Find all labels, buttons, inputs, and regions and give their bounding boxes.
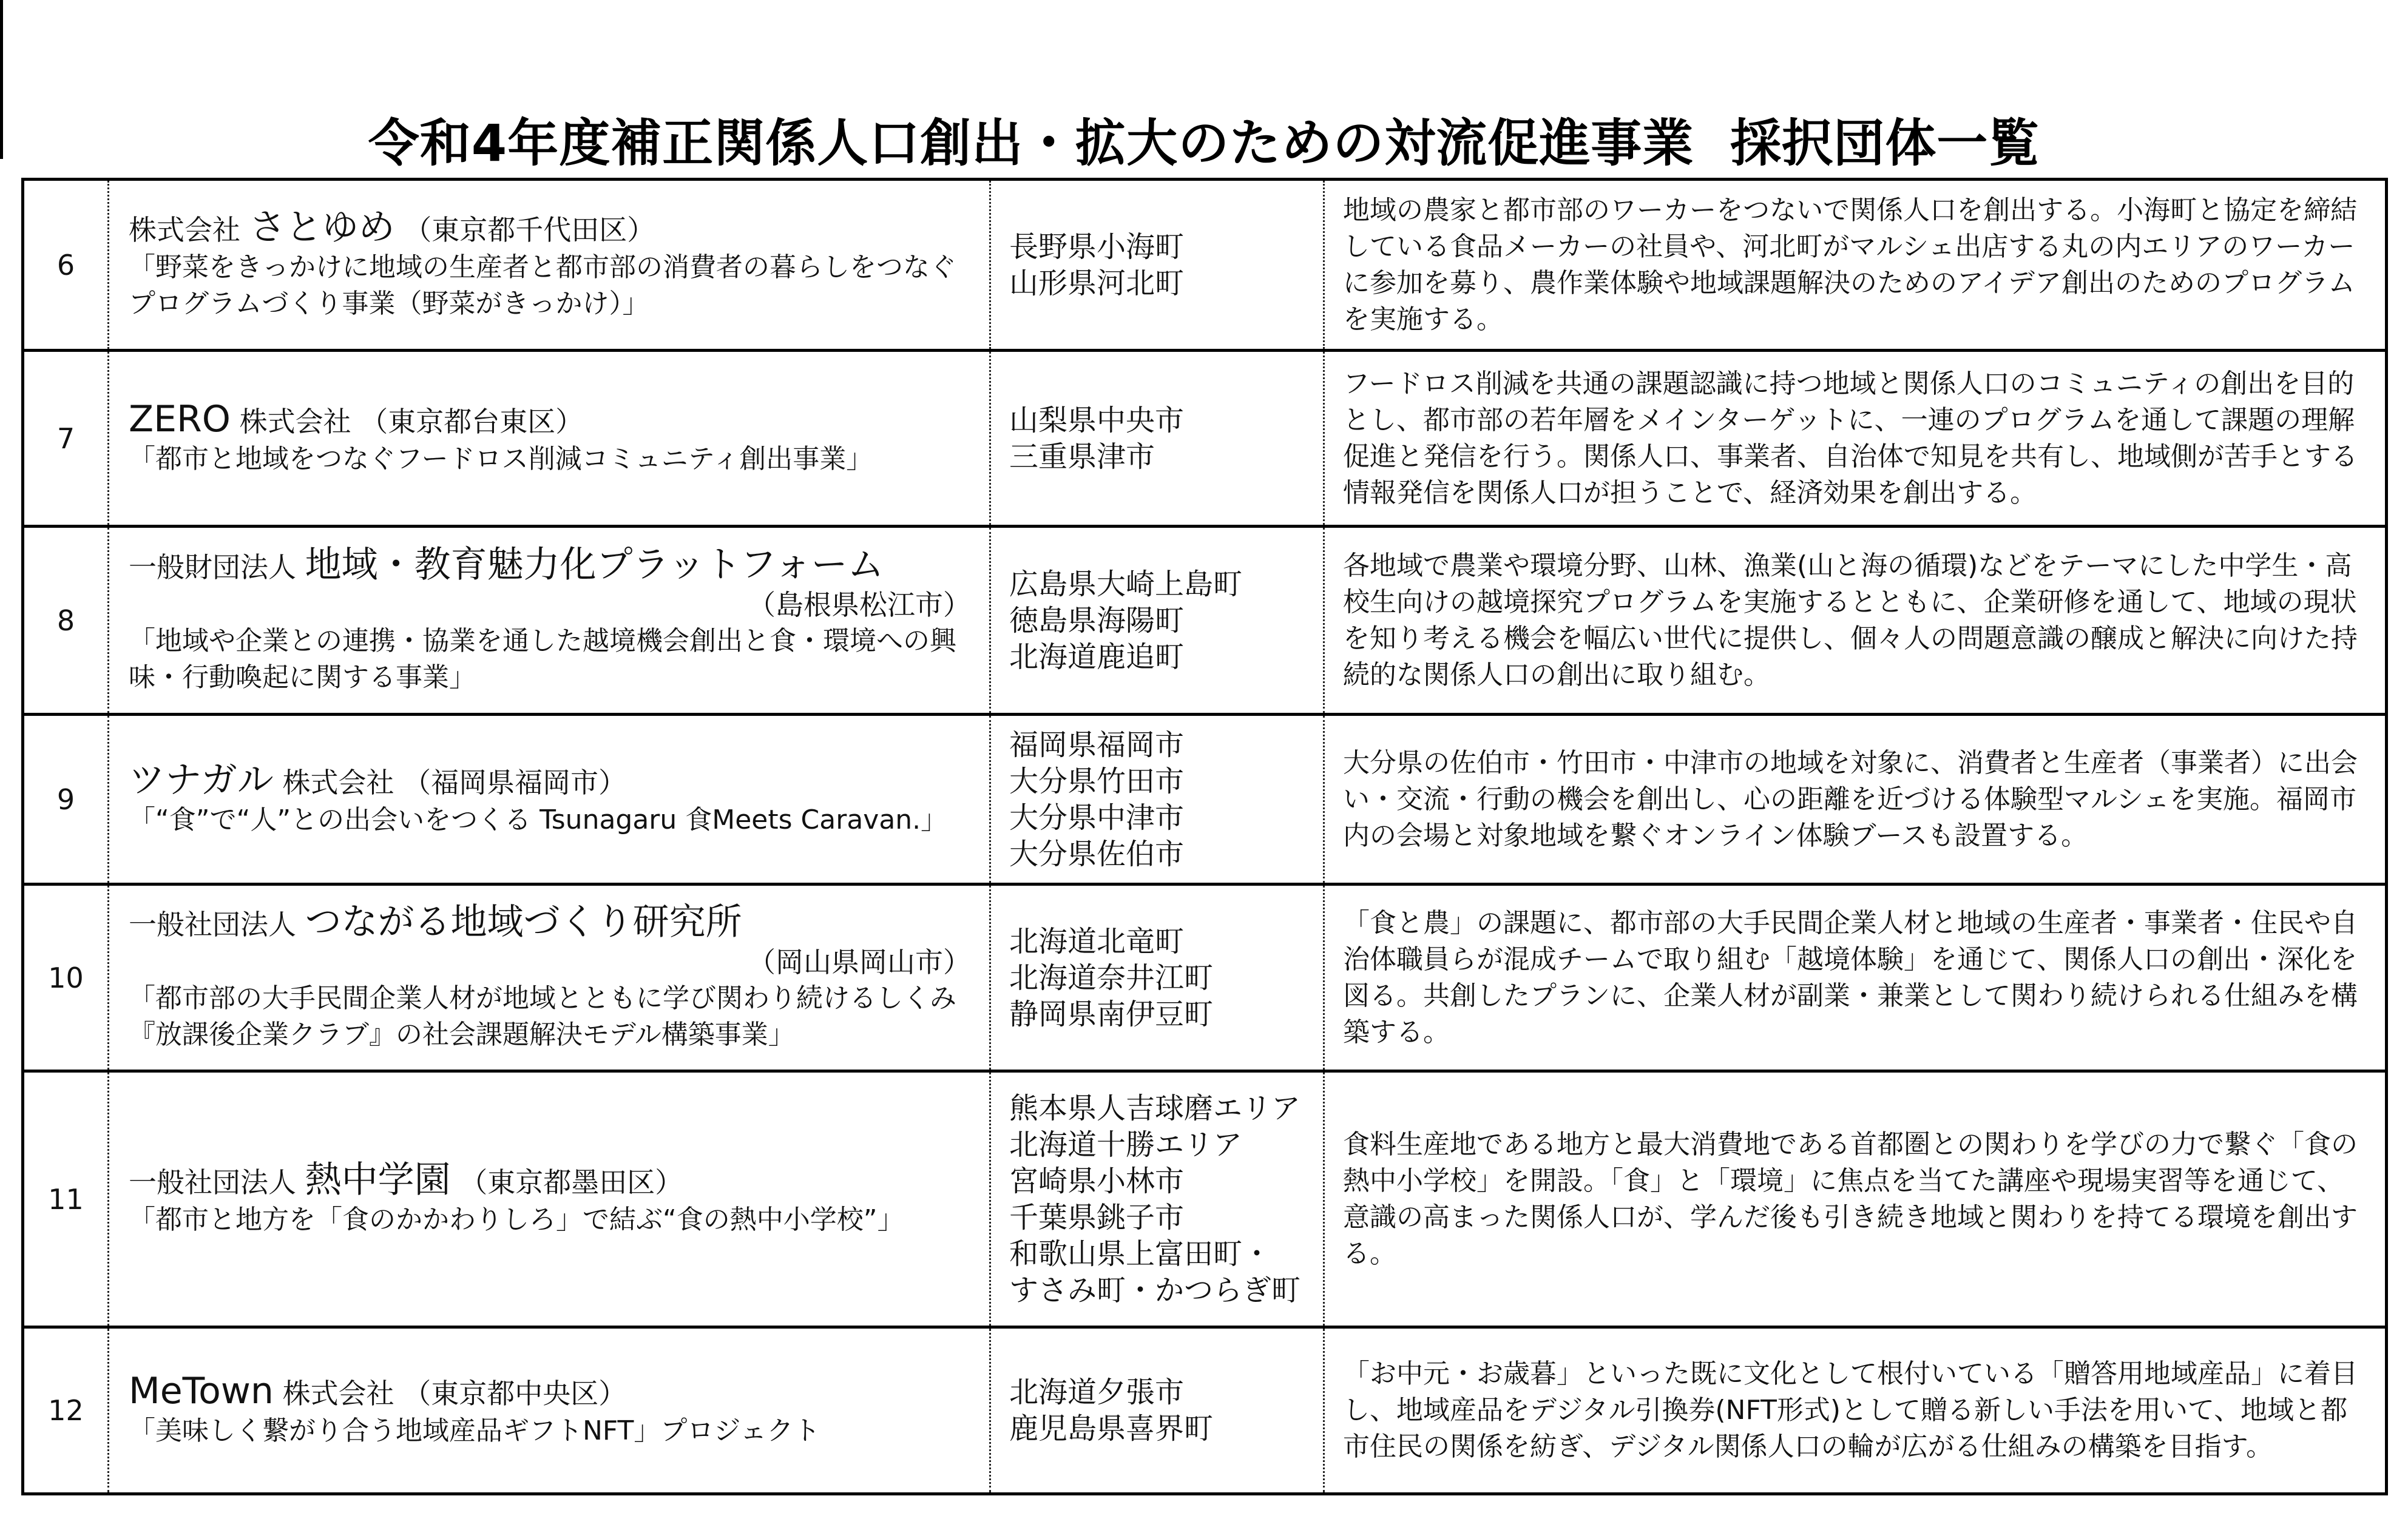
organization-location: （島根県松江市） [748,588,971,621]
table-row [23,715,2387,885]
description-cell: 地域の農家と都市部のワーカーをつないで関係人口を創出する。小海町と協定を締結している食品メーカーの社員や、河北町がマルシェ出店する丸の内エリアのワーカーに参加を募り、農作業体験や地域課題解決のためのアイデア創出のためのプログラムを実施する。 [1324,180,2387,351]
target-areas-cell [990,715,1324,885]
organization-type: 一般社団法人 [129,908,305,941]
description-cell: 大分県の佐伯市・竹田市・中津市の地域を対象に、消費者と生産者（事業者）に出会い・交流・行動の機会を創出し、心の距離を近づける体験型マルシェを実施。福岡市内の会場と対象地域を繋ぐオンライン体験ブースも設置する。 [1324,715,2387,885]
row-number: 10 [23,885,109,1071]
organization-type: 株式会社 [129,213,249,246]
description-cell: フードロス削減を共通の課題認識に持つ地域と関係人口のコミュニティの創出を目的とし、都市部の若年層をメインターゲットに、一連のプログラムを通して課題の理解促進と発信を行う。関係人口、事業者、自治体で知見を共有し、地域側が苦手とする情報発信を関係人口が担うことで、経済効果を創出する。 [1324,351,2387,527]
organization-cell [109,715,990,885]
target-area: 北海道夕張市 [1009,1375,1185,1409]
target-area: 北海道鹿追町 [1009,639,1185,674]
target-area: 三重県津市 [1009,439,1155,474]
target-area: 大分県中津市 [1009,800,1185,835]
row-number: 9 [23,715,109,885]
organization-location: （福岡県福岡市） [403,766,627,799]
organization-name: ツナガル [129,758,274,801]
target-area: すさみ町・かつらぎ町 [1009,1273,1301,1307]
row-number: 12 [23,1327,109,1494]
organization-name: さとゆめ [249,206,395,249]
target-areas-cell [990,1327,1324,1494]
description-cell: 各地域で農業や環境分野、山林、漁業(山と海の循環)などをテーマにした中学生・高校生向けの越境探究プログラムを実施するとともに、企業研修を通して、地域の現状を知り考える機会を幅広い世代に提供し、個々人の問題意識の醸成と解決に向けた持続的な関係人口の創出に取り組む。 [1324,527,2387,715]
table-row [23,180,2387,351]
organization-name: つながる地域づくり研究所 [305,900,742,943]
organization-line [129,545,971,587]
organization-cell [109,527,990,715]
target-area: 静岡県南伊豆町 [1009,997,1214,1031]
organization-line [129,758,971,802]
target-area: 大分県佐伯市 [1009,837,1185,871]
organization-line [129,1158,971,1202]
title-sub: 採択団体一覧 [1730,113,2040,174]
row-number: 8 [23,527,109,715]
description-cell: 「食と農」の課題に、都市部の大手民間企業人材と地域の生産者・事業者・住民や自治体職員らが混成チームで取り組む「越境体験」を通じて、関係人口の創出・深化を図る。共創したプランに、企業人材が副業・兼業として関わり続けられる仕組みを構築する。 [1324,885,2387,1071]
organization-cell [109,885,990,1071]
project-name: 「美味しく繋がり合う地域産品ギフトNFT」プロジェクト [129,1415,820,1446]
row-number: 7 [23,351,109,527]
target-area: 徳島県海陽町 [1009,603,1185,638]
target-area: 山形県河北町 [1009,266,1185,300]
row-number: 11 [23,1071,109,1327]
target-area: 北海道十勝エリア [1009,1127,1243,1162]
target-area: 広島県大崎上島町 [1009,567,1243,601]
title-main: 令和4年度補正関係人口創出・拡大のための対流促進事業 [368,113,1694,174]
target-area: 千葉県銚子市 [1009,1200,1185,1235]
project-name: 「地域や企業との連携・協業を通した越境機会創出と食・環境への興味・行動喚起に関する事業」 [129,625,956,693]
project-name: 「“食”で“人”との出会いをつくる Tsunagaru 食Meets Caravan.」 [129,804,948,835]
organization-type: 一般社団法人 [129,1165,305,1199]
row-number: 6 [23,180,109,351]
target-areas-cell [990,1071,1324,1327]
target-area: 大分県竹田市 [1009,764,1185,798]
table-row [23,885,2387,1071]
organization-name: 熱中学園 [305,1158,451,1201]
table-row [23,527,2387,715]
project-name: 「都市と地方を「食のかかわりしろ」で結ぶ“食の熱中小学校”」 [129,1204,904,1235]
organization-line [129,900,971,944]
project-name: 「野菜をきっかけに地域の生産者と都市部の消費者の暮らしをつなぐプログラムづくり事業（野菜がきっかけ）」 [129,251,956,319]
target-areas-cell [990,180,1324,351]
organization-cell [109,180,990,351]
organization-cell [109,1071,990,1327]
target-area: 熊本県人吉球磨エリア [1009,1091,1301,1125]
organization-type: 株式会社 [239,405,351,438]
organization-line [129,208,971,249]
organization-line [129,397,971,441]
adopted-organizations-table [21,178,2388,1495]
organization-type: 株式会社 [282,766,394,799]
target-areas-cell [990,527,1324,715]
target-area: 宮崎県小林市 [1009,1164,1185,1198]
project-name: 「都市と地域をつなぐフードロス削減コミュニティ創出事業」 [129,443,873,474]
target-area: 長野県小海町 [1009,229,1185,264]
target-area: 鹿児島県喜界町 [1009,1412,1214,1446]
organization-cell [109,351,990,527]
organization-cell [109,1327,990,1494]
target-areas-cell [990,351,1324,527]
organization-name: ZERO [129,397,231,440]
project-name: 「都市部の大手民間企業人材が地域とともに学び関わり続けるしくみ『放課後企業クラブ』の社会課題解決モデル構築事業」 [129,982,956,1050]
target-area: 山梨県中央市 [1009,403,1185,437]
description-cell: 「お中元・お歳暮」といった既に文化として根付いている「贈答用地域産品」に着目し、地域産品をデジタル引換券(NFT形式)として贈る新しい手法を用いて、地域と都市住民の関係を紡ぎ、デジタル関係人口の輪が広がる仕組みの構築を目指す。 [1324,1327,2387,1494]
target-area: 和歌山県上富田町・ [1009,1236,1272,1271]
target-area: 福岡県福岡市 [1009,727,1185,762]
organization-location: （東京都千代田区） [404,213,655,246]
organization-location: （東京都中央区） [403,1377,627,1410]
organization-location: （岡山県岡山市） [748,945,971,979]
page-title [0,107,2408,180]
organization-location: （東京都墨田区） [459,1165,683,1199]
organization-type: 一般財団法人 [129,550,305,584]
target-area: 北海道北竜町 [1009,924,1185,959]
target-areas-cell [990,885,1324,1071]
table-row [23,1071,2387,1327]
description-cell: 食料生産地である地方と最大消費地である首都圏との関わりを学びの力で繋ぐ「食の熱中小学校」を開設。「食」と「環境」に焦点を当てた講座や現場実習等を通じて、意識の高まった関係人口が、学んだ後も引き続き地域と関わりを持てる環境を創出する。 [1324,1071,2387,1327]
organization-name: MeTown [129,1370,274,1412]
target-area: 北海道奈井江町 [1009,960,1214,995]
organization-location: （東京都台東区） [360,405,584,438]
organization-name: 地域・教育魅力化プラットフォーム [305,543,884,586]
table-row [23,1327,2387,1494]
table-body [23,180,2387,1494]
table-row [23,351,2387,527]
organization-line [129,1372,971,1413]
organization-type: 株式会社 [282,1377,394,1410]
